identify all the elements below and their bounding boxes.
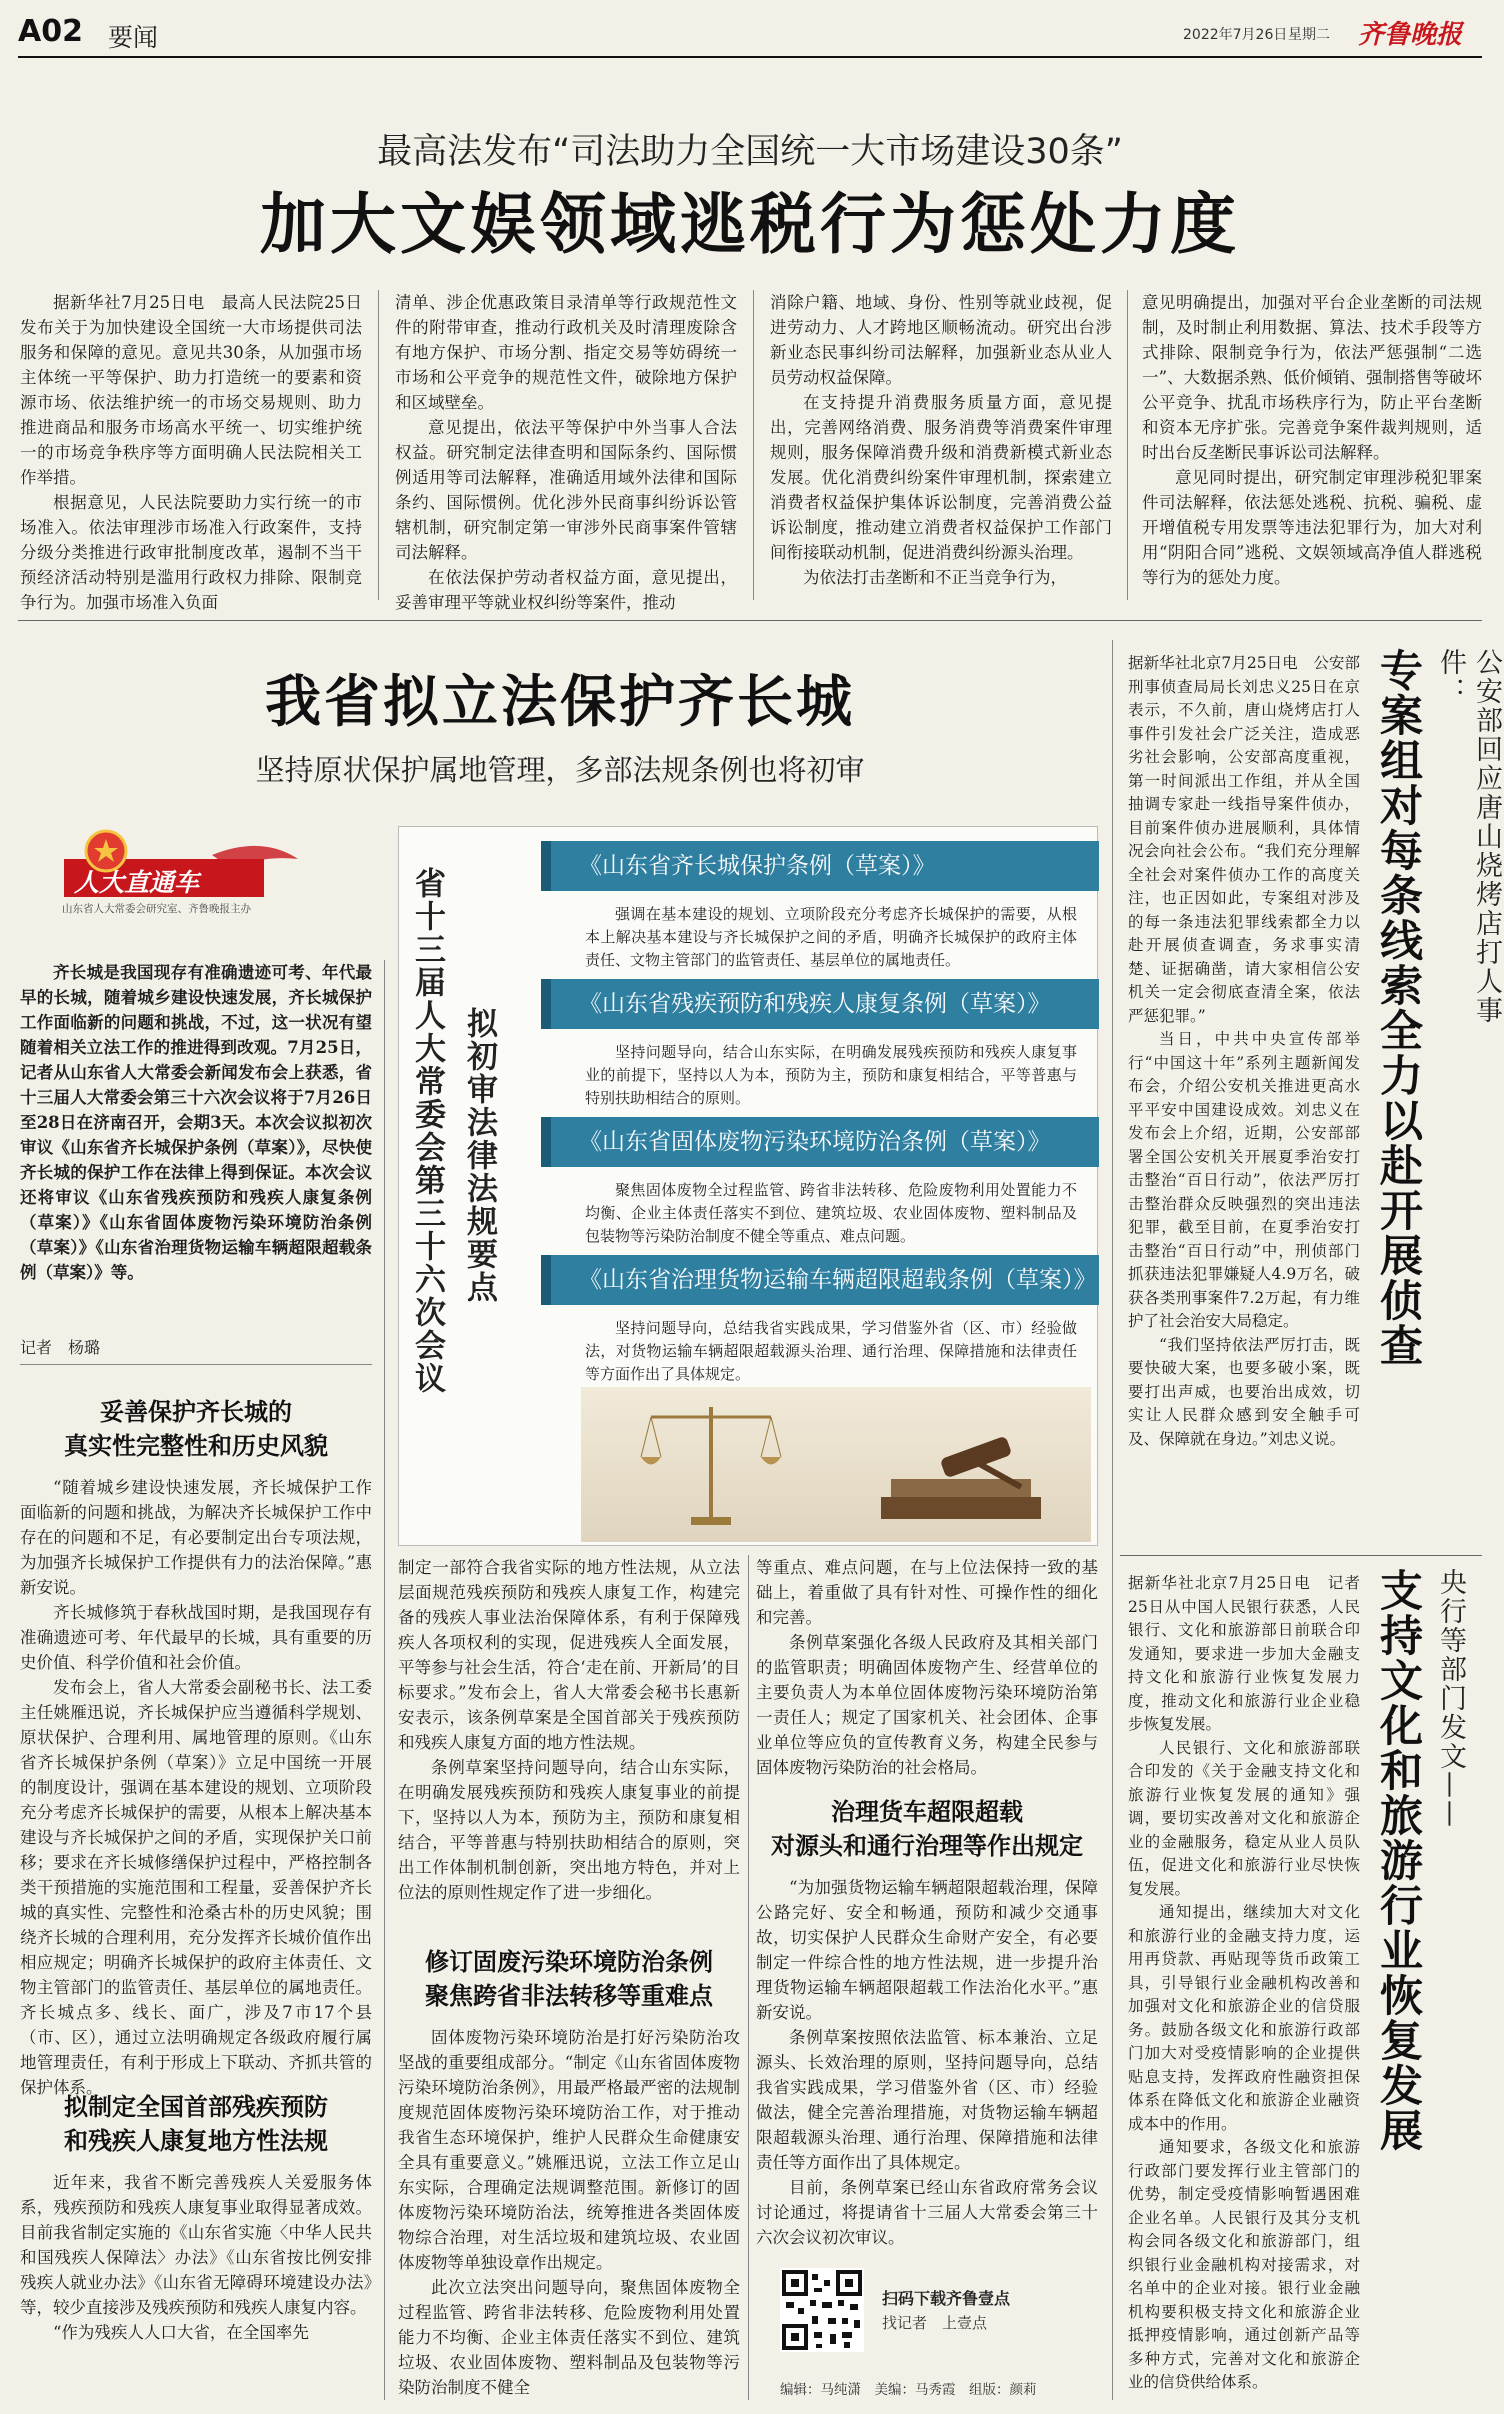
body-paragraph: “随着城乡建设快速发展，齐长城保护工作面临新的问题和挑战，为解决齐长城保护工作中存在的问题和不足，有必要制定出台专项法规，为加强齐长城保护工作提供有力的法治保障。”惠新安说。: [20, 1478, 372, 1597]
renda-logo: [62, 825, 310, 915]
section-name: 要闻: [108, 23, 159, 52]
body-paragraph: “为加强货物运输车辆超限超载治理，保障公路完好、安全和畅通，预防和减少交通事故，切实保护人民群众生命财产安全，有必要制定一件综合性的地方性法规，进一步提升治理货物运输车辆超限超载工作法治化水平。”惠新安说。: [756, 1878, 1098, 2022]
law-item: [541, 1117, 1099, 1257]
page-number: A02: [18, 14, 83, 49]
lead-column-4: [1142, 290, 1482, 600]
body-paragraph: 制定一部符合我省实际的地方性法规，从立法层面规范残疾预防和残疾人康复工作，构建完备的残疾人事业法治保障体系，有利于保障残疾人各项权利的实现，促进残疾人全面发展，平等参与社会生活，符合‘走在前、开新局’的目标要求。”发布会上，省人大常委会秘书长惠新安表示，该条例草案是全国首部关于残疾预防和残疾人康复方面的地方性法规。: [398, 1558, 740, 1752]
body-paragraph: “作为残疾人人口大省，在全国率先: [53, 2323, 309, 2342]
body-paragraph: 等重点、难点问题，在与上位法保持一致的基础上，着重做了具有针对性、可操作性的细化和完善。: [756, 1558, 1098, 1627]
great-wall-intro: [20, 960, 372, 1310]
body-paragraph: 通知要求，各级文化和旅游行政部门要发挥行业主管部门的优势，制定受疫情影响暂遇困难企业名单。人民银行及其分支机构会同各级文化和旅游部门，组织银行业金融机构对接需求，对名单中的企业对接。银行业金融机构要积极支持文化和旅游企业抵押疫情影响，通过创新产品等多种方式，完善对文化和旅游企业的信贷供给体系。: [1128, 2138, 1360, 2391]
column-divider: [1127, 290, 1128, 600]
section-heading-4: [756, 1795, 1098, 1863]
great-wall-column-1: [20, 1475, 372, 2097]
law-title: 《山东省固体废物污染环境防治条例（草案）》: [541, 1117, 1099, 1167]
masthead: [18, 10, 1482, 54]
issue-date: 2022年7月26日: [1183, 27, 1288, 43]
law-item: [541, 1255, 1099, 1395]
page-credits: 编辑：马纯潇 美编：马秀霞 组版：颜莉: [780, 2382, 1037, 2398]
great-wall-column-1b: [20, 2170, 372, 2400]
section-divider: [18, 620, 1482, 621]
law-item: [541, 979, 1099, 1119]
body-paragraph: 通知提出，继续加大对文化和旅游行业的金融支持力度，运用再贷款、再贴现等货币政策工具，引导银行业金融机构改善和加强对文化和旅游企业的信贷服务。鼓励各级文化和旅游行政部门加大对受疫情影响的企业提供贴息支持，发挥政府性融资担保体系在降低文化和旅游企业融资成本中的作用。: [1128, 1903, 1360, 2133]
great-wall-column-3b: [756, 1875, 1098, 2247]
lead-paragraph: 据新华社7月25日电 最高人民法院25日发布关于为加快建设全国统一大市场提供司法服务和保障的意见。意见共30条，从加强市场主体统一平等保护、助力打造统一的要素和资源市场、依法维护统一的市场交易规则、助力推进商品和服务市场高水平统一、切实维护统一的市场竞争秩序等方面明确人民法院相关工作举措。: [20, 293, 362, 487]
great-wall-column-3: [756, 1555, 1098, 1777]
great-wall-column-2b: [398, 2025, 740, 2400]
body-paragraph: 齐长城修筑于春秋战国时期，是我国现存有准确遗迹可考、年代最早的长城，具有重要的历史价值、科学价值和社会价值。: [20, 1603, 372, 1672]
qr-block: [780, 2268, 1090, 2368]
great-wall-column-2: [398, 1555, 740, 1935]
laws-box: [398, 826, 1098, 1546]
laws-box-title-2: 拟初审法律法规要点: [461, 1007, 497, 1304]
law-title: 《山东省残疾预防和残疾人康复条例（草案）》: [541, 979, 1099, 1029]
lead-headline: 加大文娱领域逃税行为惩处力度: [260, 185, 1240, 263]
laws-list: [541, 827, 1099, 1547]
section-heading-line: 妥善保护齐长城的: [100, 1398, 292, 1426]
qr-caption-1: 扫码下载齐鲁壹点: [882, 2289, 1011, 2308]
body-paragraph: 当日，中共中央宣传部举行“中国这十年”系列主题新闻发布会，介绍公安机关推进更高水平平安中国建设成效。刘忠义在发布会上介绍，近期，公安部部署全国公安机关开展夏季治安打击整治“百日行动”，依法严厉打击整治群众反映强烈的突出违法犯罪，截至目前，在夏季治安打击整治“百日行动”中，刑侦部门抓获违法犯罪嫌疑人4.9万名，破获各类刑事案件7.2万起，有力维护了社会治安大局稳定。: [1128, 1030, 1360, 1330]
lead-paragraph: 根据意见，人民法院要助力实行统一的市场准入。依法审理涉市场准入行政案件，支持分级分类推进行政审批制度改革，遏制不当干预经济活动特别是滥用行政权力排除、限制竞争行为。加强市场准入负面: [20, 493, 362, 612]
police-headline: 专案组对每条线索全力以赴开展侦查: [1373, 648, 1423, 1368]
lead-column-2: [395, 290, 737, 612]
section-heading-line: 真实性完整性和历史风貌: [64, 1432, 328, 1460]
body-paragraph: “我们坚持依法严厉打击，既要快破大案，也要多破小案，既要打出声威，也要治出成效，切实让人民群众感到安全触手可及、保障就在身边。”刘忠义说。: [1128, 1335, 1360, 1448]
body-paragraph: 条例草案强化各级人民政府及其相关部门的监管职责；明确固体废物产生、经营单位的主要负责人为本单位固体废物污染环境防治第一责任人；规定了国家机关、社会团体、企事业单位等应负的宣传教育义务，构建全民参与固体废物污染防治的社会格局。: [756, 1633, 1098, 1777]
law-title: 《山东省治理货物运输车辆超限超载条例（草案）》: [541, 1255, 1099, 1305]
law-title: 《山东省齐长城保护条例（草案）》: [541, 841, 1099, 891]
body-paragraph: 据新华社北京7月25日电 公安部刑事侦查局局长刘忠义25日在京表示，不久前，唐山烧烤店打人事件引发社会广泛关注，造成恶劣社会影响，公安部高度重视，第一时间派出工作组，并从全国抽调专家赴一线指导案件侦办，目前案件侦办进展顺利，具体情况会向社会公布。“我们充分理解全社会对案件侦办工作的高度关注，也正因如此，专案组对涉及的每一条违法犯罪线索都全力以赴开展侦查调查，务求事实清楚、证据确凿，请大家相信公安机关一定会彻底查清全案，依法严惩犯罪。”: [1128, 654, 1360, 1025]
column-divider: [384, 960, 385, 2400]
police-kicker: 公安部回应唐山烧烤店打人事件：: [1435, 648, 1502, 1025]
renda-logo-caption: 山东省人大常委会研究室、齐鲁晚报主办: [62, 903, 251, 915]
body-paragraph: 条例草案按照依法监管、标本兼治、立足源头、长效治理的原则，坚持问题导向，总结我省实践成果，学习借鉴外省（区、市）经验做法，健全完善治理措施，对货物运输车辆超限超载源头治理、通行治理、保障措施和法律责任等方面作出了具体规定。: [756, 2028, 1098, 2172]
section-heading-line: 聚焦跨省非法转移等重难点: [425, 1982, 713, 2010]
law-item: [541, 841, 1099, 981]
column-divider: [748, 1555, 749, 2400]
body-paragraph: 此次立法突出问题导向，聚焦固体废物全过程监管、跨省非法转移、危险废物利用处置能力不均衡、企业主体责任落实不到位、建筑垃圾、农业固体废物、塑料制品及包装物等污染防治制度不健全: [398, 2278, 740, 2397]
culture-body: [1128, 1572, 1360, 2400]
renda-logo-text: 人大直通车: [74, 868, 200, 897]
column-divider: [753, 290, 754, 600]
great-wall-intro-text: 齐长城是我国现存有准确遗迹可考、年代最早的长城，随着城乡建设快速发展，齐长城保护工作面临新的问题和挑战，不过，这一状况有望随着相关立法工作的推进得到改观。7月25日，记者从山东省人大常委会新闻发布会上获悉，省十三届人大常委会第三十六次会议将于7月26日至28日在济南召开，会期3天。本次会议拟初次审议《山东省齐长城保护条例（草案）》，尽快使齐长城的保护工作在法律上得到保证。本次会议还将审议《山东省残疾预防和残疾人康复条例（草案）》《山东省固体废物污染环境防治条例（草案）》《山东省治理货物运输车辆超限超载条例（草案）》等。: [20, 963, 372, 1282]
reporter-byline: 记者 杨璐: [20, 1335, 372, 1365]
body-paragraph: 发布会上，省人大常委会副秘书长、法工委主任姚雁迅说，齐长城保护应当遵循科学规划、原状保护、合理利用、属地管理的原则。《山东省齐长城保护条例（草案）》立足中国统一开展的制度设计，强调在基本建设的规划、立项阶段充分考虑齐长城保护的需要，从根本上解决基本建设与齐长城保护之间的矛盾，实现保护关口前移；要求在齐长城修缮保护过程中，严格控制各类干预措施的实施范围和工程量，妥善保护齐长城的真实性、完整性和沧桑古朴的历史风貌；围绕齐长城的合理利用，充分发挥齐长城价值作出相应规定；明确齐长城保护的政府主体责任、文物主管部门的监管责任、基层单位的属地责任。齐长城点多、线长、面广，涉及7市17个县（市、区），通过立法明确规定各级政府履行属地管理责任，有利于形成上下联动、齐抓共管的保护体系。: [20, 1678, 372, 2097]
laws-box-title-1: 省十三届人大常委会第三十六次会议: [409, 867, 445, 1395]
lead-paragraph: 在支持提升消费服务质量方面，意见提出，完善网络消费、服务消费等消费案件审理规则，服务保障消费升级和消费新模式新业态发展。优化消费纠纷案件审理机制，探索建立消费者权益保护集体诉讼制度，完善消费公益诉讼制度，推动建立消费者权益保护工作部门间衔接联动机制，促进消费纠纷源头治理。: [770, 393, 1112, 562]
column-divider: [1112, 640, 1113, 2400]
section-heading-line: 治理货车超限超载: [831, 1798, 1023, 1826]
issue-weekday: 星期二: [1288, 27, 1330, 43]
body-paragraph: 固体废物污染环境防治是打好污染防治攻坚战的重要组成部分。“制定《山东省固体废物污染环境防治条例》，用最严格最严密的法规制度规范固体废物污染环境防治工作，对于推动我省生态环境保护，维护人民群众生命健康安全具有重要意义。”姚雁迅说，立法工作立足山东实际，合理确定法规调整范围。新修订的固体废物污染环境防治法，统筹推进各类固体废物综合治理，对生活垃圾和建筑垃圾、农业固体废物等单独设章作出规定。: [398, 2028, 740, 2272]
qr-caption-2: 找记者 上壹点: [882, 2314, 988, 2332]
lead-paragraph: 为依法打击垄断和不正当竞争行为，: [803, 568, 1067, 587]
lead-paragraph: 意见同时提出，研究制定审理涉税犯罪案件司法解释，依法惩处逃税、抗税、骗税、虚开增值税专用发票等违法犯罪行为，加大对利用“阴阳合同”逃税、文娱领域高净值人群逃税等行为的惩处力度。: [1142, 468, 1482, 587]
great-wall-subhead: 坚持原状保护属地管理，多部法规条例也将初审: [255, 753, 865, 787]
body-paragraph: 近年来，我省不断完善残疾人关爱服务体系，残疾预防和残疾人康复事业取得显著成效。目前我省制定实施的《山东省实施〈中华人民共和国残疾人保障法〉办法》《山东省按比例安排残疾人就业办法》《山东省无障碍环境建设办法》等，较少直接涉及残疾预防和残疾人康复内容。: [20, 2173, 372, 2317]
law-desc: 聚焦固体废物全过程监管、跨省非法转移、危险废物利用处置能力不均衡、企业主体责任落实不到位、建筑垃圾、农业固体废物、塑料制品及包装物等污染防治制度不健全等重点、难点问题。: [585, 1181, 1077, 1245]
lead-kicker: 最高法发布“司法助力全国统一大市场建设30条”: [377, 132, 1123, 172]
body-paragraph: 目前，条例草案已经山东省政府常务会议讨论通过，将提请省十三届人大常委会第三十六次会议初次审议。: [756, 2178, 1098, 2247]
lead-paragraph: 清单、涉企优惠政策目录清单等行政规范性文件的附带审查，推动行政机关及时清理废除含有地方保护、市场分割、指定交易等妨碍统一市场和公平竞争的规范性文件，破除地方保护和区域壁垒。: [395, 293, 737, 412]
police-body: [1128, 652, 1360, 1572]
section-heading-2: [20, 2090, 372, 2158]
lead-column-3: [770, 290, 1112, 600]
section-heading-line: 对源头和通行治理等作出规定: [771, 1832, 1083, 1860]
column-divider: [378, 290, 379, 600]
lead-column-1: [20, 290, 362, 612]
qr-code[interactable]: [780, 2268, 864, 2352]
section-heading-line: 和残疾人康复地方性法规: [64, 2127, 328, 2155]
culture-kicker: 央行等部门发文——: [1435, 1568, 1466, 1829]
section-heading-1: [20, 1395, 372, 1463]
lead-paragraph: 意见明确提出，加强对平台企业垄断的司法规制，及时制止利用数据、算法、技术手段等方式排除、限制竞争行为，依法严惩强制“二选一”、大数据杀熟、低价倾销、强制搭售等破坏公平竞争、扰乱市场秩序行为，防止平台垄断和资本无序扩张。完善竞争案件裁判规则，适时出台反垄断民事诉讼司法解释。: [1142, 293, 1482, 462]
section-heading-line: 修订固废污染环境防治条例: [425, 1948, 713, 1976]
lead-paragraph: 意见提出，依法平等保护中外当事人合法权益。研究制定法律查明和国际条约、国际惯例适用等司法解释，准确适用域外法律和国际条约、国际惯例。优化涉外民商事纠纷诉讼管辖机制，研究制定第一审涉外民商事案件管辖司法解释。: [395, 418, 737, 562]
section-heading-line: 拟制定全国首部残疾预防: [64, 2093, 328, 2121]
section-divider: [1120, 1555, 1482, 1556]
great-wall-headline: 我省拟立法保护齐长城: [265, 669, 855, 735]
body-paragraph: 人民银行、文化和旅游部联合印发的《关于金融支持文化和旅游行业恢复发展的通知》强调，要切实改善对文化和旅游企业的金融服务，稳定从业人员队伍，促进文化和旅游行业尽快恢复发展。: [1128, 1738, 1360, 1898]
masthead-rule: [18, 56, 1482, 58]
section-heading-3: [398, 1945, 740, 2013]
law-desc: 坚持问题导向，结合山东实际，在明确发展残疾预防和残疾人康复事业的前提下，坚持以人为本，预防为主，预防和康复相结合，平等普惠与特别扶助相结合的原则。: [585, 1043, 1077, 1107]
culture-headline: 支持文化和旅游行业恢复发展: [1373, 1568, 1423, 2153]
lead-paragraph: 消除户籍、地域、身份、性别等就业歧视，促进劳动力、人才跨地区顺畅流动。研究出台涉新业态民事纠纷司法解释，加强新业态从业人员劳动权益保障。: [770, 293, 1112, 387]
body-paragraph: 据新华社北京7月25日电 记者25日从中国人民银行获悉，人民银行、文化和旅游部日前联合印发通知，要求进一步加大金融支持文化和旅游行业恢复发展力度，推动文化和旅游行业企业稳步恢复发展。: [1128, 1574, 1360, 1733]
law-desc: 坚持问题导向，总结我省实践成果，学习借鉴外省（区、市）经验做法，对货物运输车辆超限超载源头治理、通行治理、保障措施和法律责任等方面作出了具体规定。: [585, 1319, 1077, 1383]
scales-of-justice-illustration: [581, 1387, 1091, 1542]
body-paragraph: 条例草案坚持问题导向，结合山东实际，在明确发展残疾预防和残疾人康复事业的前提下，坚持以人为本，预防为主，预防和康复相结合，平等普惠与特别扶助相结合的原则，突出工作体制机制创新，突出地方特色，并对上位法的原则性规定作了进一步细化。: [398, 1758, 740, 1902]
lead-paragraph: 在依法保护劳动者权益方面，意见提出，妥善审理平等就业权纠纷等案件，推动: [395, 568, 737, 612]
paper-logo: 齐鲁晚报: [1358, 20, 1463, 50]
law-desc: 强调在基本建设的规划、立项阶段充分考虑齐长城保护的需要，从根本上解决基本建设与齐长城保护之间的矛盾，明确齐长城保护的政府主体责任、文物主管部门的监管责任、基层单位的属地责任。: [585, 905, 1077, 969]
